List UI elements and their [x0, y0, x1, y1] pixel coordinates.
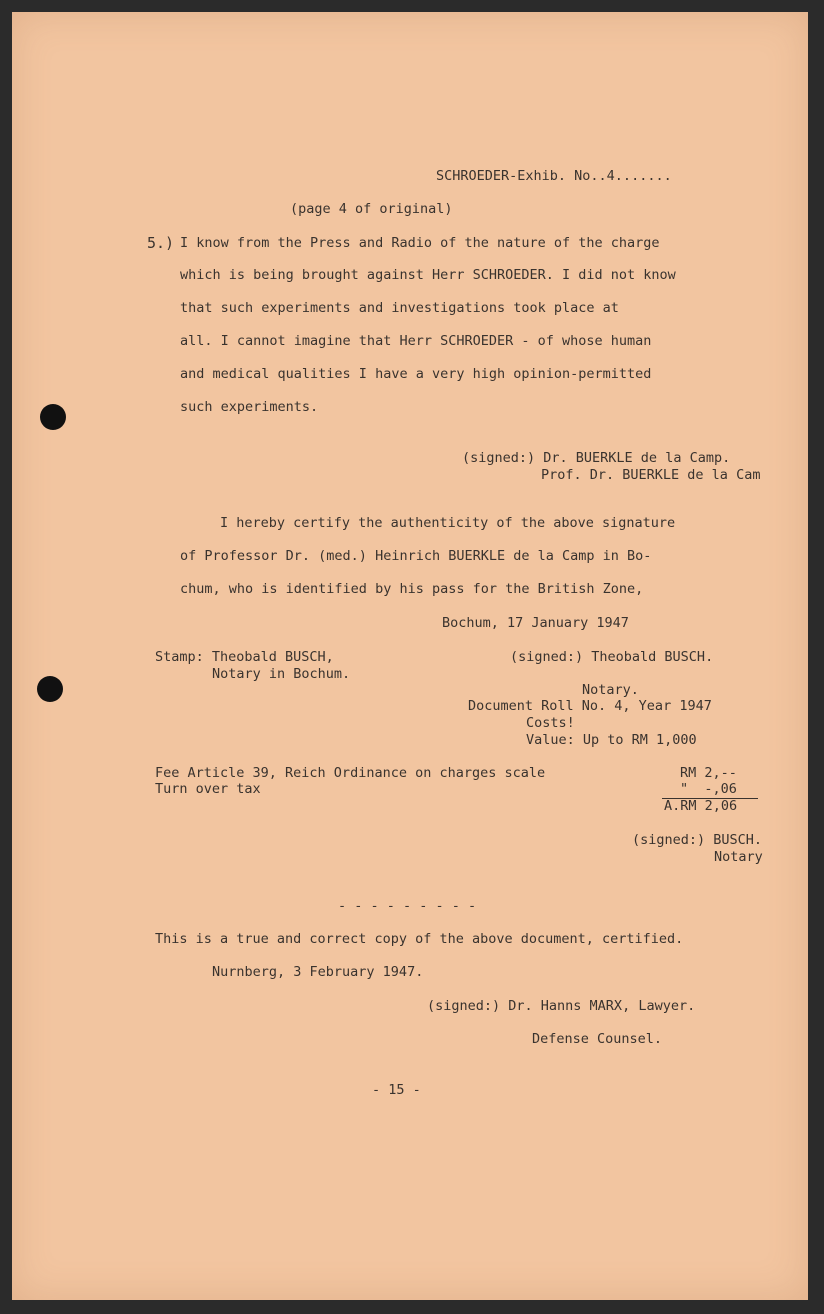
- exhibit-label: SCHROEDER-Exhib. No..4.......: [436, 168, 672, 184]
- marx-signature: (signed:) Dr. Hanns MARX, Lawyer.: [427, 998, 696, 1014]
- signature-buerkle: (signed:) Dr. BUERKLE de la Camp.: [462, 450, 731, 466]
- page-reference: (page 4 of original): [290, 201, 453, 217]
- punch-hole-bottom: [37, 676, 63, 702]
- certification-line: I hereby certify the authenticity of the above signature: [220, 515, 676, 531]
- notary-title: Notary.: [582, 682, 639, 698]
- fee-amount: RM 2,--: [680, 765, 737, 781]
- stamp-line: Stamp: Theobald BUSCH,: [155, 649, 334, 665]
- fee-total: A.RM 2,06: [664, 798, 738, 814]
- busch-signature: (signed:) BUSCH.: [632, 832, 763, 848]
- stamp-line: Notary in Bochum.: [212, 666, 351, 682]
- copy-certification: This is a true and correct copy of the above document, certified.: [155, 931, 684, 947]
- fee-amount: " -,06: [680, 781, 737, 797]
- separator: - - - - - - - - -: [338, 898, 477, 914]
- statement-line: I know from the Press and Radio of the nature of the charge: [180, 235, 660, 251]
- fee-line: Turn over tax: [155, 781, 261, 797]
- defense-counsel: Defense Counsel.: [532, 1031, 663, 1047]
- statement-line: and medical qualities I have a very high opinion-permitted: [180, 366, 652, 382]
- statement-number: 5.): [147, 234, 175, 252]
- notary-signature: (signed:) Theobald BUSCH.: [510, 649, 714, 665]
- costs-label: Costs!: [526, 715, 575, 731]
- statement-line: all. I cannot imagine that Herr SCHROEDER - of whose human: [180, 333, 652, 349]
- certification-line: chum, who is identified by his pass for the British Zone,: [180, 581, 644, 597]
- statement-line: that such experiments and investigations took place at: [180, 300, 619, 316]
- copy-place-date: Nurnberg, 3 February 1947.: [212, 964, 424, 980]
- fee-line: Fee Article 39, Reich Ordinance on charges scale: [155, 765, 546, 781]
- certification-place-date: Bochum, 17 January 1947: [442, 615, 629, 631]
- busch-title: Notary: [714, 849, 763, 865]
- certification-line: of Professor Dr. (med.) Heinrich BUERKLE de la Camp in Bo-: [180, 548, 652, 564]
- signature-buerkle-typed: Prof. Dr. BUERKLE de la Cam: [541, 467, 761, 483]
- value-label: Value: Up to RM 1,000: [526, 732, 697, 748]
- statement-line: which is being brought against Herr SCHROEDER. I did not know: [180, 267, 676, 283]
- punch-hole-top: [40, 404, 66, 430]
- statement-line: such experiments.: [180, 399, 319, 415]
- document-page: [12, 12, 808, 1300]
- document-roll: Document Roll No. 4, Year 1947: [468, 698, 712, 714]
- page-number: - 15 -: [372, 1082, 421, 1098]
